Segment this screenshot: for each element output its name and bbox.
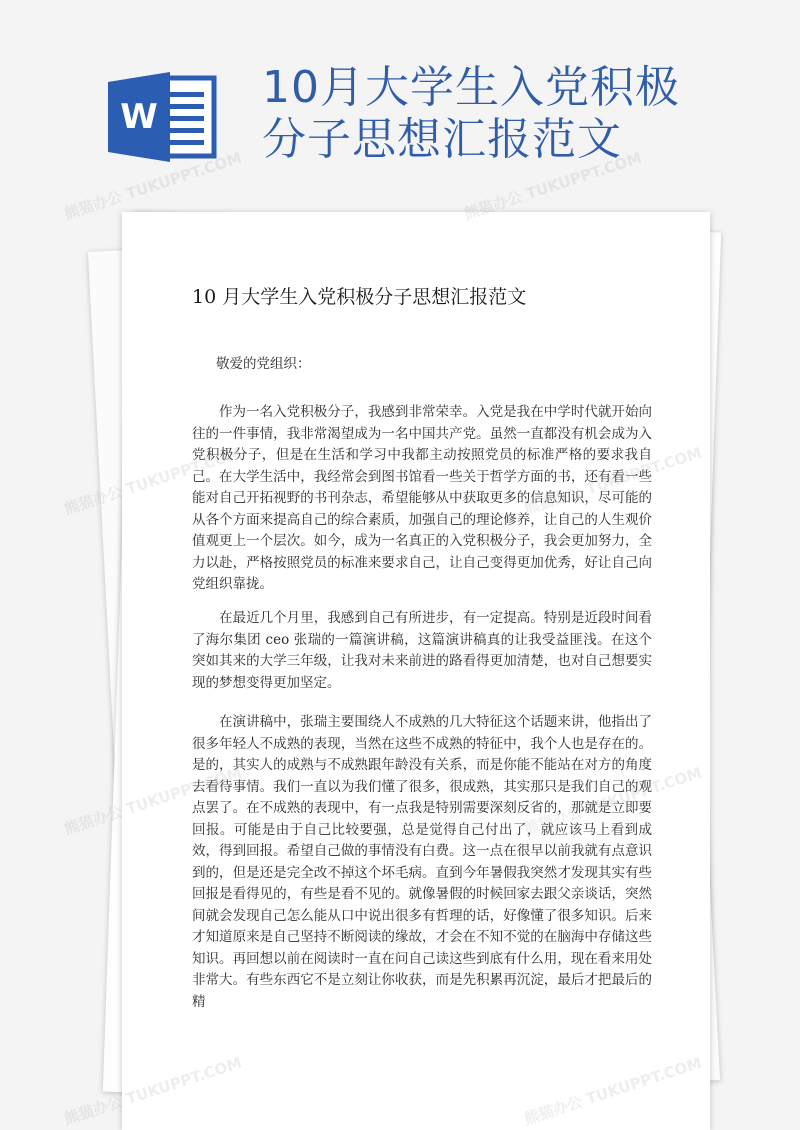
document-page	[122, 212, 710, 1130]
page-title-line-2: 分子思想汇报范文	[262, 114, 622, 165]
page-title-line-1: 10月大学生入党积极	[262, 62, 680, 113]
logo-letter: W	[120, 97, 158, 137]
watermark: 熊猫办公 TUKUPPT.COM	[461, 148, 644, 224]
watermark: 熊猫办公	[61, 802, 125, 839]
watermark: 熊猫办公	[61, 482, 125, 519]
word-document-icon	[108, 72, 220, 162]
document-paragraph: 在最近几个月里，我感到自己有所进步，有一定提高。特别是近段时间看了海尔集团 ceo 张瑞的一篇演讲稿，这篇演讲稿真的让我受益匪浅。在这个突如其来的大学三年级，让我对未来前进的路看得更加清楚，也对自己想要实现的梦想变得更加坚定。	[192, 610, 652, 691]
document-paragraph: 在演讲稿中，张瑞主要围绕人不成熟的几大特征这个话题来讲，他指出了很多年轻人不成熟的表现，当然在这些不成熟的特征中，我个人也是存在的。是的，其实人的成熟与不成熟跟年龄没有关系，而是你能不能站在对方的角度去看待事情。我们一直以为我们懂了很多，很成熟，其实那只是我们自己的观点罢了。在不成熟的表现中，有一点我是特别需要深刻反省的，那就是立即要回报。可能是由于自己比较要强，总是觉得自己付出了，就应该马上看到成效，得到回报。希望自己做的事情没有白费。这一点在很早以前我就有点意识到的，但是还是完全改不掉这个坏毛病。直到今年暑假我突然才发现其实有些回报是看得见的，有些是看不见的。就像暑假的时候回家去跟父亲谈话，突然间就会发现自己怎么能从口中说出很多有哲理的话，好像懂了很多知识。后来才知道原来是自己坚持不断阅读的缘故，才会在不知不觉的在脑海中存储这些知识。再回想以前在阅读时一直在问自己读这些到底有什么用，现在看来用处非常大。有些东西它不是立刻让你收获，而是先积累再沉淀，最后才把最后的精	[192, 714, 652, 1010]
document-title: 10 月大学生入党积极分子思想汇报范文	[192, 286, 527, 308]
watermark: 熊猫办公	[61, 1092, 125, 1129]
document-salutation: 敬爱的党组织：	[216, 356, 311, 372]
document-paragraph: 作为一名入党积极分子，我感到非常荣幸。入党是我在中学时代就开始向往的一件事情，我非常渴望成为一名中国共产党。虽然一直都没有机会成为入党积极分子，但是在生活和学习中我都主动按照党员的标准严格的要求我自己。在大学生活中，我经常会到图书馆看一些关于哲学方面的书，还有看一些能对自己开拓视野的书刊杂志，希望能够从中获取更多的信息知识，尽可能的从各个方面来提高自己的综合素质，加强自己的理论修养，让自己的人生观价值观更上一个层次。如今，成为一名真正的入党积极分子，我会更加努力，全力以赴，严格按照党员的标准来要求自己，让自己变得更加优秀，好让自己向党组织靠拢。	[192, 404, 652, 592]
page-title	[262, 62, 762, 166]
watermark: 熊猫办公 TUKUPPT.COM	[61, 148, 244, 224]
